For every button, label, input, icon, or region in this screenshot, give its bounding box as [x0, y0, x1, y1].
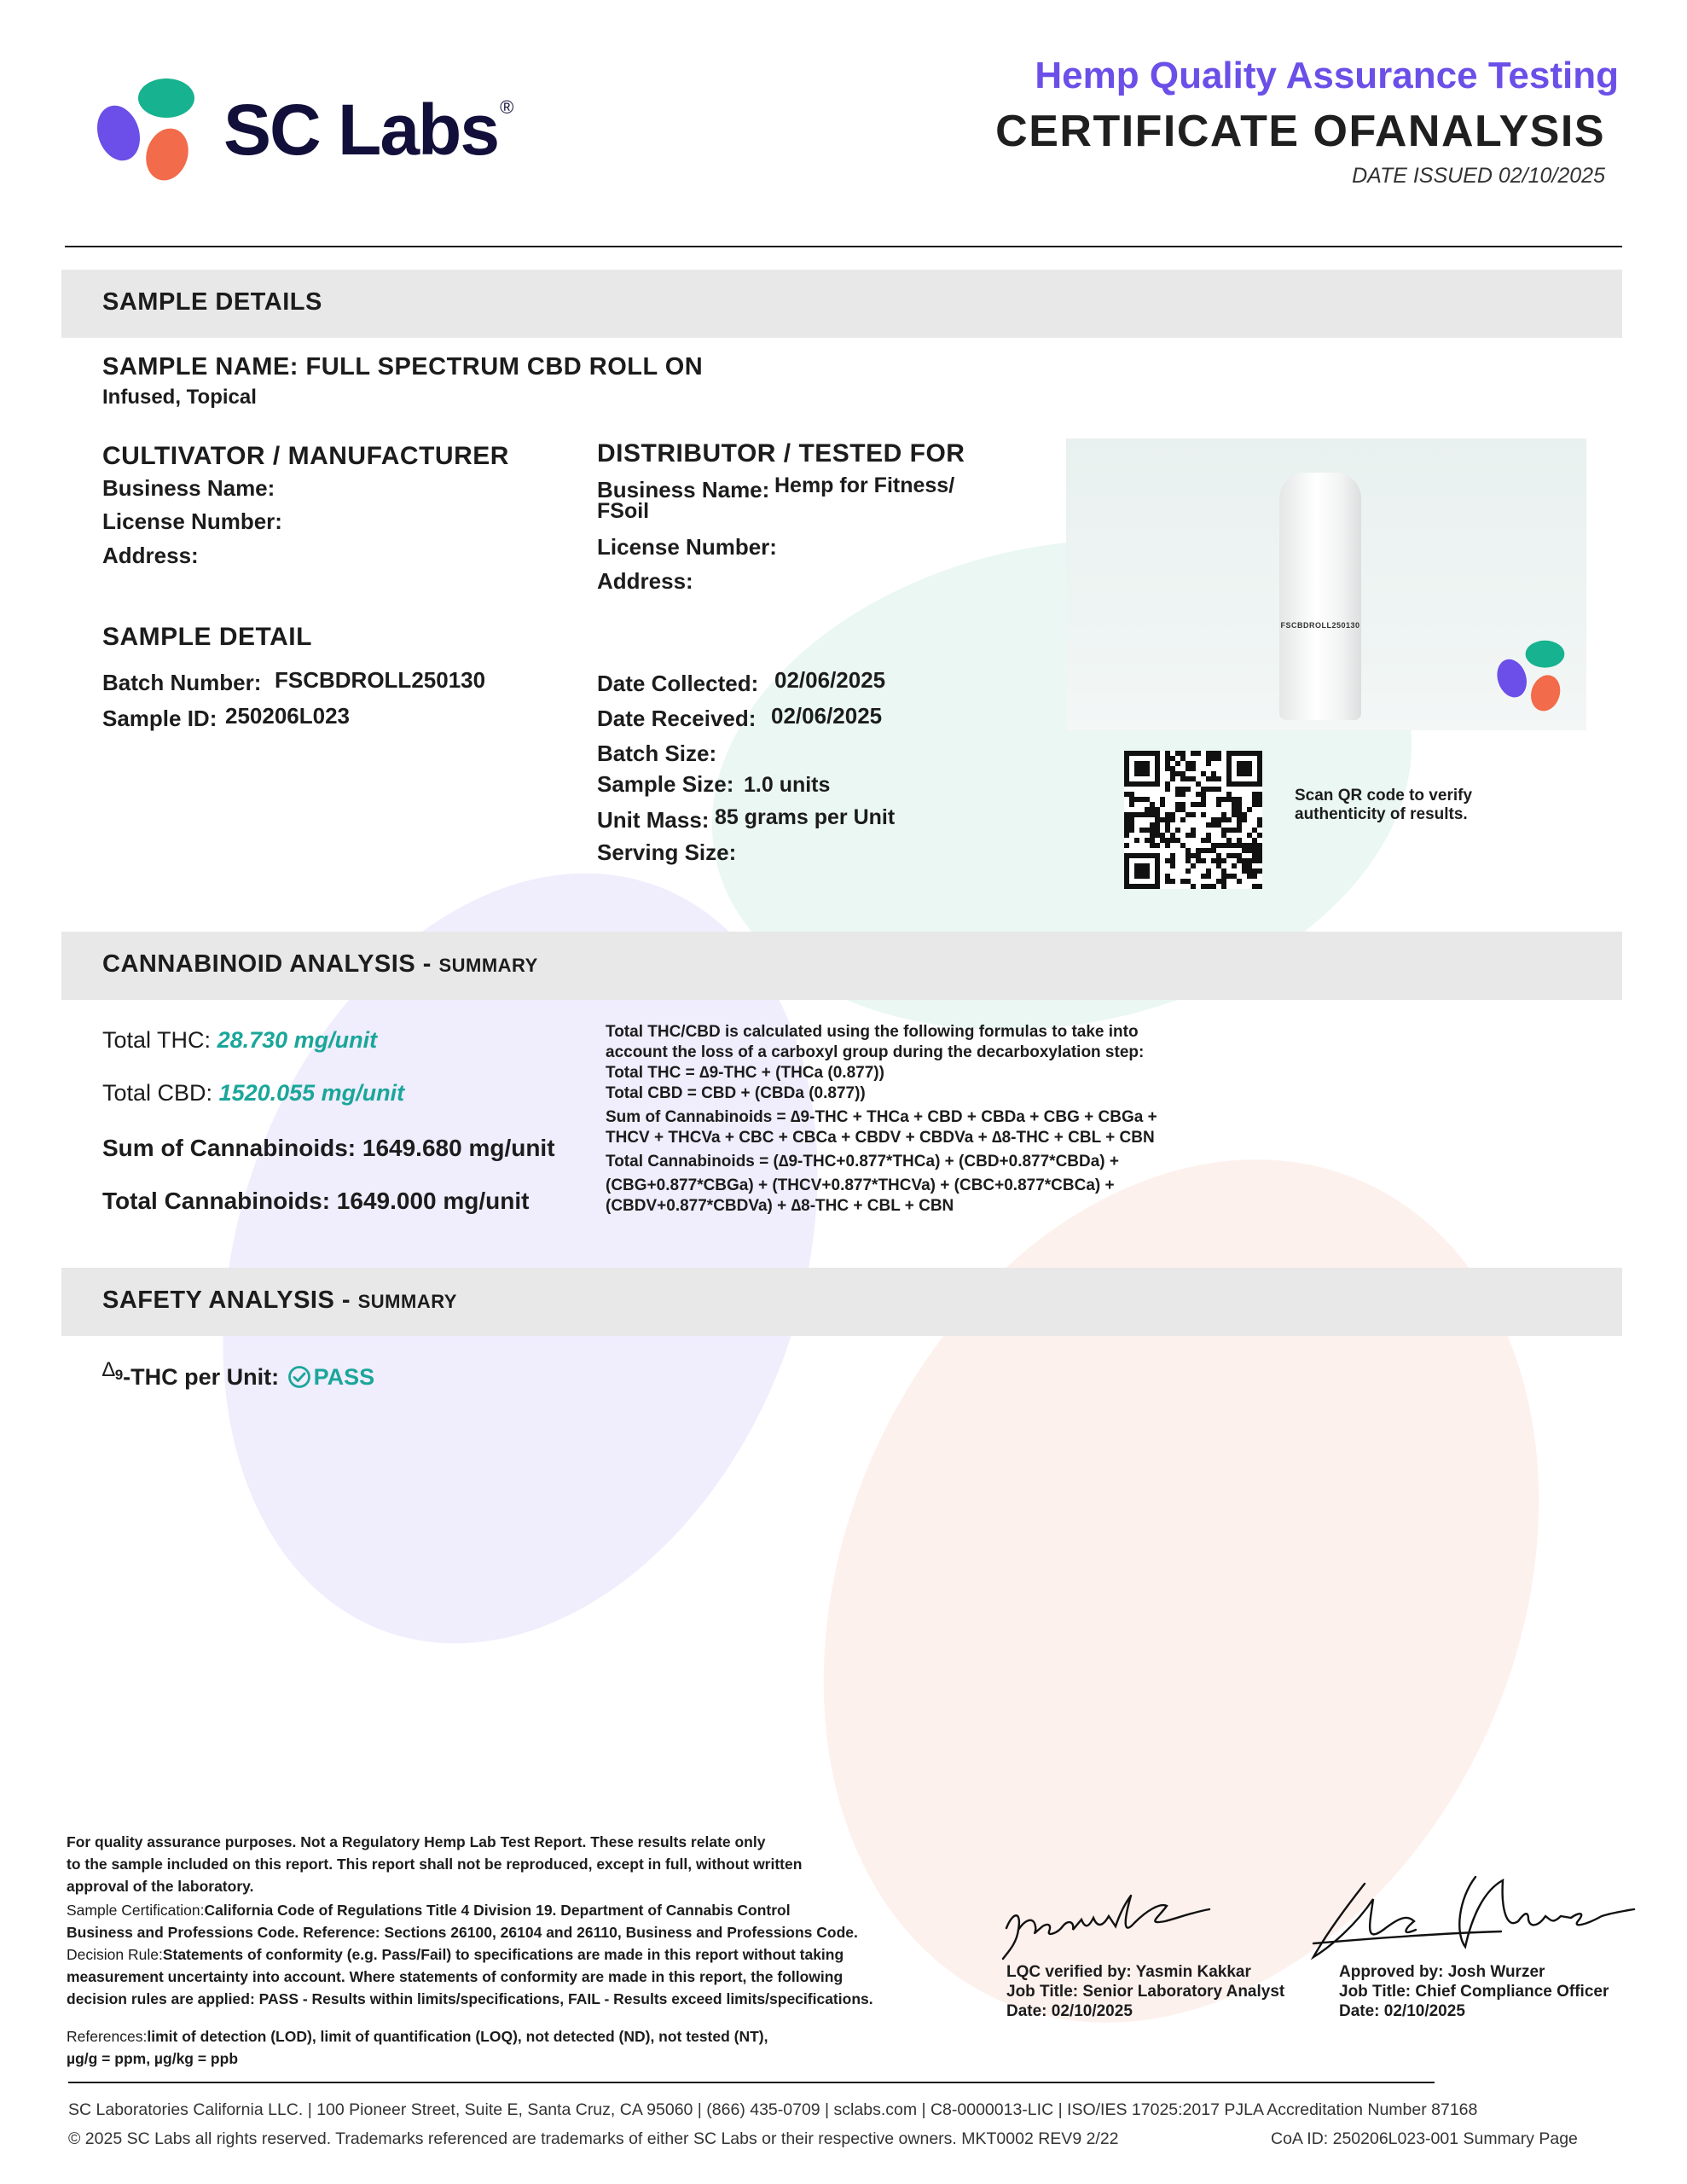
sample-size-label: Sample Size:: [597, 771, 734, 797]
sample-name: SAMPLE NAME: FULL SPECTRUM CBD ROLL ON: [102, 353, 704, 380]
formula-line: Total THC/CBD is calculated using the following formulas to take into: [606, 1023, 1139, 1041]
date-received-value: 02/06/2025: [771, 703, 883, 729]
coa-id: CoA ID: 250206L023-001 Summary Page: [1271, 2129, 1578, 2148]
formula-line: Total CBD = CBD + (CBDa (0.877)): [606, 1084, 866, 1102]
date-issued: DATE ISSUED 02/10/2025: [1352, 164, 1605, 188]
footer-divider: [68, 2082, 1435, 2083]
batch-size-label: Batch Size:: [597, 741, 717, 766]
distributor-license-label: License Number:: [597, 534, 777, 560]
signature-yasmin: [996, 1877, 1218, 1962]
total-cbd: Total CBD: 1520.055 mg/unit: [102, 1080, 405, 1106]
safety-title: SAFETY ANALYSIS - SUMMARY: [102, 1287, 457, 1314]
formula-line: account the loss of a carboxyl group during the decarboxylation step:: [606, 1043, 1145, 1061]
bottle-body: [1279, 473, 1361, 720]
qr-caption-2: authenticity of results.: [1295, 805, 1468, 823]
qr-code-icon: [1124, 751, 1262, 889]
delta9-thc-per-unit: ∆$^9$-THC per Unit: PASS: [102, 1358, 375, 1390]
distributor-business-name-label: Business Name:: [597, 477, 770, 502]
date-received-label: Date Received:: [597, 706, 757, 731]
cultivator-business-name-label: Business Name:: [102, 475, 275, 501]
qr-caption-1: Scan QR code to verify: [1295, 787, 1473, 804]
sample-id-value: 250206L023: [225, 703, 351, 729]
footer-certification: Sample Certification:California Code of Regulations Title 4 Division 19. Department of Cannabis Control Business and Professions Code. Reference: Sections 26100, 26104 and 26110, Business and Professions Code. Decision Rule:Statements of conformity (e.g. Pass/Fail) to specifications are made in this report without taking measurement uncertainty into account. Where statements of conformity are made in this report, the following decision rules are applied: PASS - Results within limits/specifications, FAIL - Results exceed limits/specifications.: [67, 1902, 873, 2007]
pass-badge: PASS: [313, 1364, 375, 1390]
bottle-label: FSCBDROLL250130: [1280, 621, 1360, 630]
distributor-business-name-value-1: Hemp for Fitness/: [774, 473, 955, 497]
sample-detail-heading: SAMPLE DETAIL: [102, 623, 312, 651]
check-circle-icon: [287, 1365, 311, 1389]
total-cannabinoids: Total Cannabinoids: 1649.000 mg/unit: [102, 1188, 530, 1214]
distributor-heading: DISTRIBUTOR / TESTED FOR: [597, 439, 965, 468]
serving-size-label: Serving Size:: [597, 839, 737, 865]
header-eyebrow: Hemp Quality Assurance Testing: [1035, 55, 1619, 96]
cultivator-heading: CULTIVATOR / MANUFACTURER: [102, 442, 509, 470]
unit-mass-label: Unit Mass:: [597, 807, 710, 833]
logo-wordmark: SC Labs®: [223, 90, 513, 170]
sample-details-band: [61, 270, 1622, 338]
cultivator-address-label: Address:: [102, 543, 199, 568]
total-cbd-value: 1520.055 mg/unit: [218, 1080, 405, 1106]
company-info: SC Laboratories California LLC. | 100 Pioneer Street, Suite E, Santa Cruz, CA 95060 | (866) 435-0709 | sclabs.com | C8-0000013-LIC | ISO/IES 17025:2017 PJLA Accreditation Number 87168: [68, 2100, 1478, 2119]
distributor-business-name-value-2: FSoil: [597, 499, 650, 523]
batch-number-label: Batch Number:: [102, 670, 262, 695]
formula-block: [606, 1022, 1220, 1217]
formula-line: Total Cannabinoids = (∆9-THC+0.877*THCa) + (CBD+0.877*CBDa) +: [606, 1153, 1120, 1170]
formula-line: (CBG+0.877*CBGa) + (THCV+0.877*THCVa) + (CBC+0.877*CBCa) +: [606, 1176, 1115, 1194]
unit-mass-value: 85 grams per Unit: [715, 805, 896, 829]
batch-number-value: FSCBDROLL250130: [275, 667, 486, 693]
logo-mark-icon: [96, 75, 206, 186]
header-divider: [65, 246, 1622, 247]
total-thc: Total THC: 28.730 mg/unit: [102, 1027, 378, 1053]
cultivator-license-label: License Number:: [102, 508, 282, 534]
product-photo: [1066, 439, 1586, 730]
footer-references: References:limit of detection (LOD), limit of quantification (LOQ), not detected (ND), not tested (NT), µg/g = ppm, µg/kg = ppb: [67, 2028, 768, 2067]
sample-details-title: SAMPLE DETAILS: [102, 288, 322, 316]
sum-of-cannabinoids: Sum of Cannabinoids: 1649.680 mg/unit: [102, 1135, 555, 1161]
formula-line: THCV + THCVa + CBC + CBCa + CBDV + CBDVa + ∆8-THC + CBL + CBN: [606, 1129, 1155, 1147]
footer-disclaimer: For quality assurance purposes. Not a Regulatory Hemp Lab Test Report. These results relate only to the sample included on this report. This report shall not be reproduced, except in full, without written approval of the laboratory.: [67, 1833, 803, 1895]
qr-code[interactable]: [1124, 751, 1262, 889]
total-thc-value: 28.730 mg/unit: [217, 1027, 378, 1053]
formula-line: (CBDV+0.877*CBDVa) + ∆8-THC + CBL + CBN: [606, 1197, 954, 1215]
distributor-address-label: Address:: [597, 568, 693, 594]
safety-band: [61, 1268, 1622, 1336]
sample-type: Infused, Topical: [102, 386, 257, 409]
date-collected-label: Date Collected:: [597, 671, 759, 696]
photo-logo-icon: [1496, 638, 1573, 715]
page-title: CERTIFICATE OFANALYSIS: [995, 107, 1605, 156]
formula-line: Total THC = ∆9-THC + (THCa (0.877)): [606, 1064, 884, 1082]
date-collected-value: 02/06/2025: [774, 667, 886, 693]
signature-block-analyst: LQC verified by: Yasmin Kakkar Job Title: Senior Laboratory Analyst Date: 02/10/2025: [1006, 1963, 1285, 2020]
sample-size-value: 1.0 units: [744, 773, 831, 797]
cannabinoid-band: [61, 932, 1622, 1000]
copyright: © 2025 SC Labs all rights reserved. Trademarks referenced are trademarks of either SC Labs or their respective owners. MKT0002 REV9 2/22: [68, 2129, 1119, 2148]
cannabinoid-title: CANNABINOID ANALYSIS - SUMMARY: [102, 950, 538, 978]
signature-josh: [1305, 1865, 1638, 1967]
signature-block-approver: Approved by: Josh Wurzer Job Title: Chief Compliance Officer Date: 02/10/2025: [1339, 1963, 1609, 2020]
formula-line: Sum of Cannabinoids = ∆9-THC + THCa + CBD + CBDa + CBG + CBGa +: [606, 1108, 1157, 1126]
sc-labs-logo: [96, 75, 539, 186]
sample-id-label: Sample ID:: [102, 706, 217, 731]
